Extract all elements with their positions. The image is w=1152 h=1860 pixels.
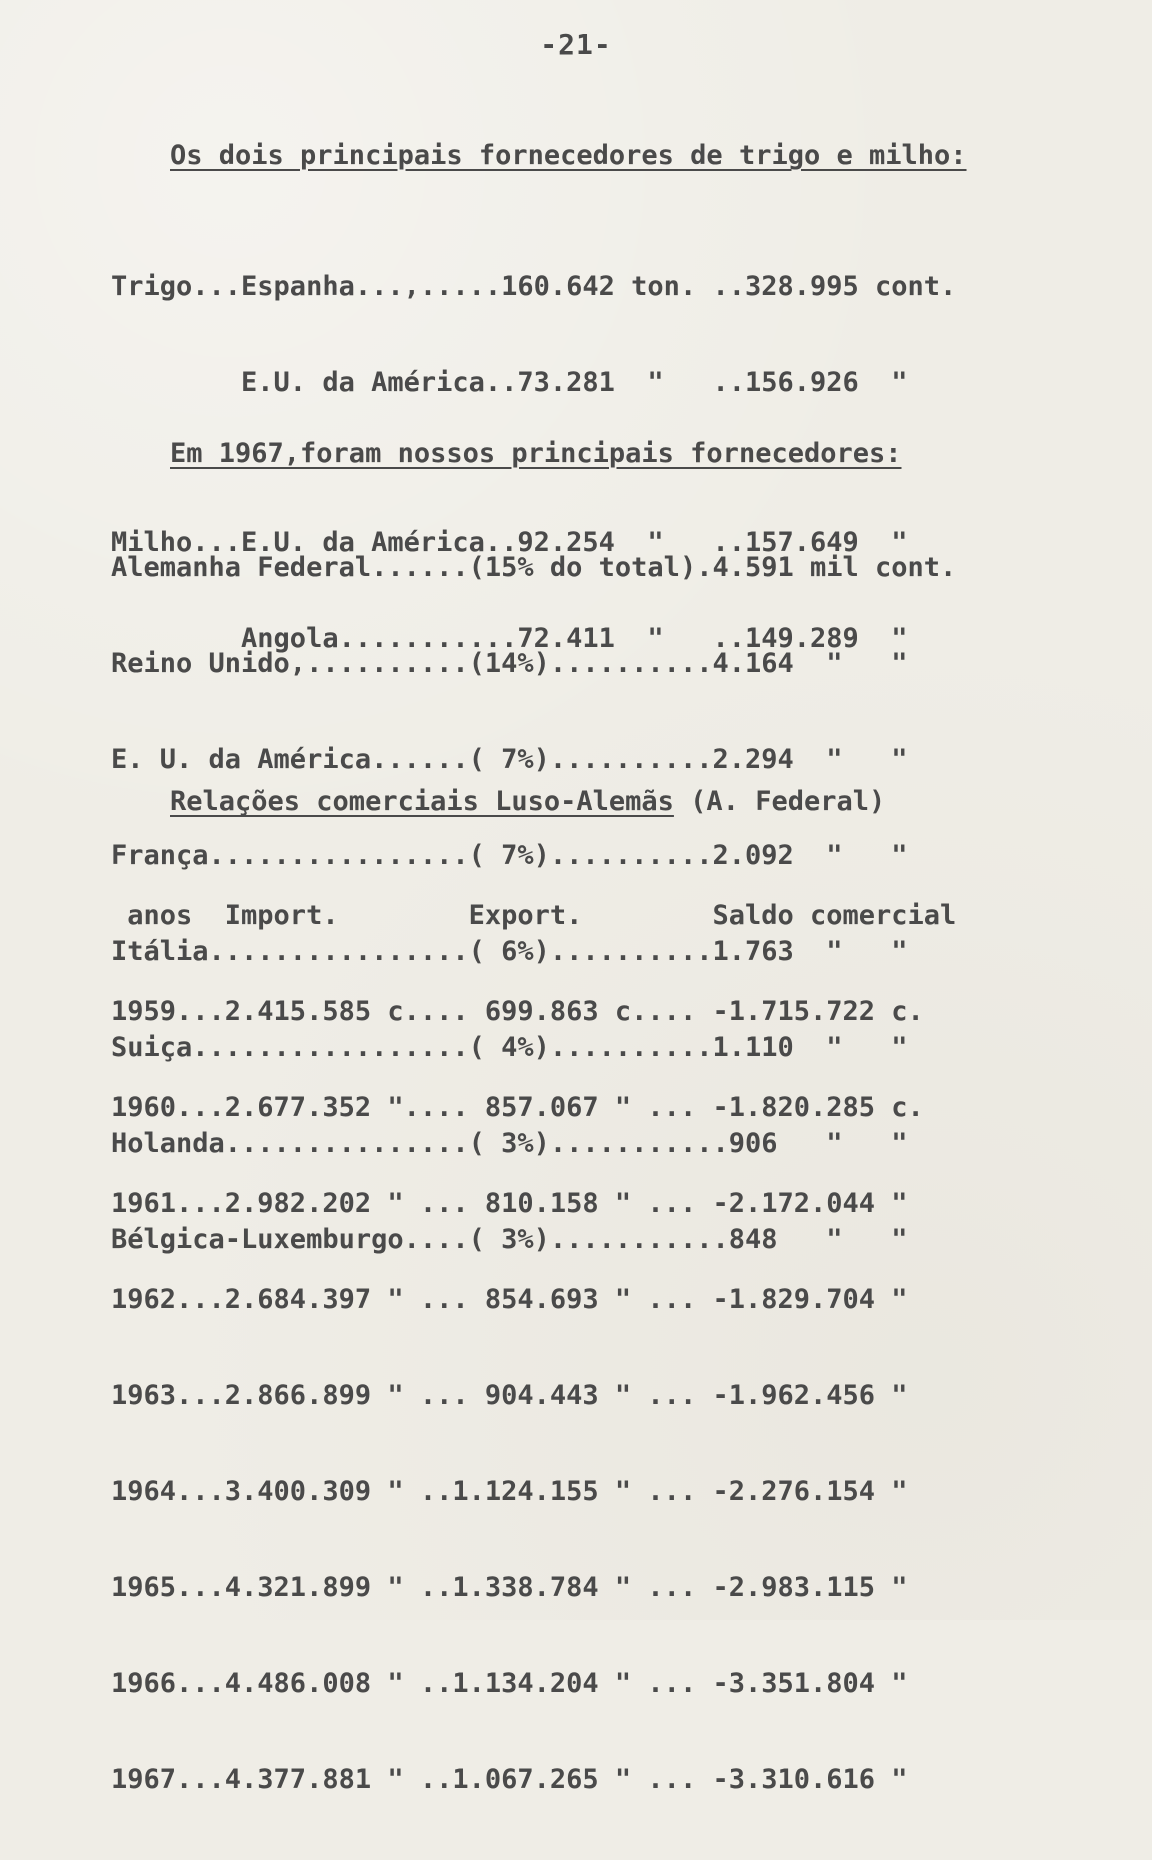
trade-row: 1961...2.982.202 " ... 810.158 " ... -2.172.044 " bbox=[111, 1188, 908, 1219]
supplier-line: Reino Unido,..........(14%)..........4.164 " " bbox=[111, 648, 908, 679]
text-line: Angola...........72.411 " ..149.289 " bbox=[111, 623, 908, 654]
trade-row: 1967...4.377.881 " ..1.067.265 " ... -3.310.616 " bbox=[111, 1764, 908, 1795]
supplier-line: E. U. da América......( 7%)..........2.294 " " bbox=[111, 744, 908, 775]
heading-luso-german-trade-underlined: Relações comerciais Luso-Alemãs bbox=[170, 786, 674, 817]
heading-luso-german-trade bbox=[170, 786, 885, 817]
trade-table bbox=[111, 836, 956, 1860]
page-number: -21- bbox=[540, 28, 612, 61]
text-line: Trigo...Espanha...,.....160.642 ton. ..328.995 cont. bbox=[111, 271, 957, 302]
trade-row: 1966...4.486.008 " ..1.134.204 " ... -3.351.804 " bbox=[111, 1668, 908, 1699]
heading-luso-german-trade-rest: (A. Federal) bbox=[673, 786, 886, 817]
supplier-line: Suiça.................( 4%)..........1.110 " " bbox=[111, 1032, 908, 1063]
supplier-line: Bélgica-Luxemburgo....( 3%)...........848 " " bbox=[111, 1224, 908, 1255]
supplier-line: Alemanha Federal......(15% do total).4.591 mil cont. bbox=[111, 552, 957, 583]
trade-table-header: anos Import. Export. Saldo comercial bbox=[111, 900, 957, 931]
trade-row: 1960...2.677.352 ".... 857.067 " ... -1.820.285 c. bbox=[111, 1092, 924, 1123]
supplier-line: França................( 7%)..........2.092 " " bbox=[111, 840, 908, 871]
supplier-line: Itália................( 6%)..........1.763 " " bbox=[111, 936, 908, 967]
heading-wheat-corn-suppliers: Os dois principais fornecedores de trigo e milho: bbox=[170, 140, 967, 171]
heading-main-suppliers-1967: Em 1967,foram nossos principais fornecedores: bbox=[170, 438, 902, 469]
trade-row: 1959...2.415.585 c.... 699.863 c.... -1.715.722 c. bbox=[111, 996, 924, 1027]
trade-row: 1963...2.866.899 " ... 904.443 " ... -1.962.456 " bbox=[111, 1380, 908, 1411]
supplier-line: Holanda...............( 3%)...........906 " " bbox=[111, 1128, 908, 1159]
trade-row: 1962...2.684.397 " ... 854.693 " ... -1.829.704 " bbox=[111, 1284, 908, 1315]
trade-row: 1965...4.321.899 " ..1.338.784 " ... -2.983.115 " bbox=[111, 1572, 908, 1603]
text-line: E.U. da América..73.281 " ..156.926 " bbox=[111, 367, 908, 398]
text-line: Milho...E.U. da América..92.254 " ..157.649 " bbox=[111, 527, 908, 558]
trade-row: 1964...3.400.309 " ..1.124.155 " ... -2.276.154 " bbox=[111, 1476, 908, 1507]
